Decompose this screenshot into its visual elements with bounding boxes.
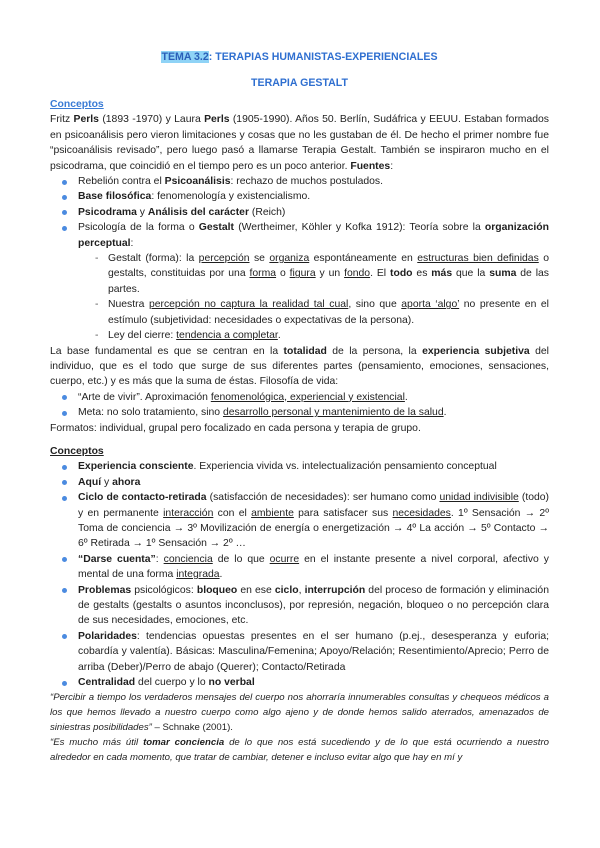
list-item: “Darse cuenta”: conciencia de lo que ocurre en el instante presente a nivel corporal, afectivo y mental de una forma integrada. [78, 552, 549, 583]
list-item: Ciclo de contacto-retirada (satisfacción de necesidades): ser humano como unidad indivisible (todo) y en permanente interacción con el ambiente para satisfacer sus necesidades. 1º Sensación → 2º Toma de conciencia → 3º Movilización de energía o energetización → 4º La acción → 5º Contacto → 6º Retirada → 1º Sensación → 2º … [78, 490, 549, 552]
concepts-list [50, 459, 549, 690]
list-item: Centralidad del cuerpo y lo no verbal [78, 675, 549, 690]
title-prefix-highlight: TEMA 3.2 [161, 51, 209, 63]
title-rest: : TERAPIAS HUMANISTAS-EXPERIENCIALES [208, 51, 438, 63]
sources-list [50, 174, 549, 343]
section-heading-conceptos-2: Conceptos [50, 445, 104, 457]
list-item: - Nuestra percepción no captura la realidad tal cual, sino que aporta ‘algo’ no presente en el estímulo (subjetividad: necesidades o expectativas de la persona). [108, 297, 549, 328]
list-item: Polaridades: tendencias opuestas presentes en el ser humano (p.ej., desesperanza y euforia; cobardía y valentía). Básicas: Masculina/Femenina; Apoyo/Relación; Resentimiento/Aprecio; Perro de arriba (Deber)/Perro de abajo (Querer); Contacto/Retirada [78, 629, 549, 675]
document-subtitle: TERAPIA GESTALT [251, 77, 348, 89]
formats-paragraph: Formatos: individual, grupal pero focalizado en cada persona y terapia de grupo. [50, 422, 421, 434]
list-item: Meta: no solo tratamiento, sino desarrollo personal y mantenimiento de la salud. [78, 405, 549, 420]
list-item: Experiencia consciente. Experiencia vivida vs. intelectualización pensamiento conceptual [78, 459, 549, 474]
list-item: Psicodrama y Análisis del carácter (Reich) [78, 205, 549, 220]
list-item: Aquí y ahora [78, 475, 549, 490]
list-item: “Arte de vivir”. Aproximación fenomenológica, experiencial y existencial. [78, 390, 549, 405]
schnake-quote: “Percibir a tiempo los verdaderos mensajes del cuerpo nos ahorraría innumerables consultas y chequeos médicos a los que hemos llevado a nuestro cuerpo como algo ajeno y de donde hemos salido aterrados, amenazados de siniestras posibilidades” – Schnake (2001). [50, 692, 549, 734]
list-item: Problemas psicológicos: bloqueo en ese ciclo, interrupción del proceso de formación y eliminación de gestalts (gestalts o asuntos inconclusos), por represión, negación, bloqueo o no percepción clara de sus necesidades, emociones, etc. [78, 583, 549, 629]
intro-paragraph: Fritz Perls (1893 -1970) y Laura Perls (1905-1990). Años 50. Berlín, Sudáfrica y EEUU. Estaban formados en psicoanálisis pero vieron limitaciones y cosas que no les gustaban de él. De hecho el primer nombre fue “psicoanálisis revisado”, pero luego pasó a llamarse Terapia Gestalt. También se inspiraron mucho en el psicodrama, que coincidió en el tiempo pero es un poco anterior. Fuentes: [50, 114, 549, 172]
gestalt-sublist [78, 251, 549, 343]
list-item: - Gestalt (forma): la percepción se organiza espontáneamente en estructuras bien definidas o gestalts, constituidas por una forma o figura y un fondo. El todo es más que la suma de las partes. [108, 251, 549, 297]
list-item: Base filosófica: fenomenología y existencialismo. [78, 189, 549, 204]
philosophy-list [50, 390, 549, 421]
base-paragraph: La base fundamental es que se centran en la totalidad de la persona, la experiencia subjetiva del individuo, que es el todo que surge de sus diferentes partes (pensamiento, emociones, sensaciones, cuerpo, etc.) y es más que la suma de éstas. Filosofía de vida: [50, 345, 549, 388]
section-heading-conceptos-1: Conceptos [50, 99, 104, 110]
document-title [50, 49, 549, 65]
list-item: - Ley del cierre: tendencia a completar. [108, 328, 549, 343]
list-item: Rebelión contra el Psicoanálisis: rechazo de muchos postulados. [78, 174, 549, 189]
awareness-quote: “Es mucho más útil tomar conciencia de lo que nos está sucediendo y de lo que está ocurriendo a nuestro alrededor en cada momento, que tratar de cambiar, detener e incluso evitar algo que hay en mí y [50, 737, 549, 764]
list-item: Psicología de la forma o Gestalt (Wertheimer, Köhler y Kofka 1912): Teoría sobre la organización perceptual: - Gestalt (forma): la percepción se organiza espontáneamente en estructuras bien definidas o gestalts, constituidas por una forma o figura y un fondo. El todo es más que la suma de las partes. - Nuestra percepción no captura la realidad tal cual, sino que aporta ‘algo’ no presente en el estímulo (subjetividad: necesidades o expectativas de la persona). - Ley del cierre: tendencia a completar. [78, 220, 549, 343]
